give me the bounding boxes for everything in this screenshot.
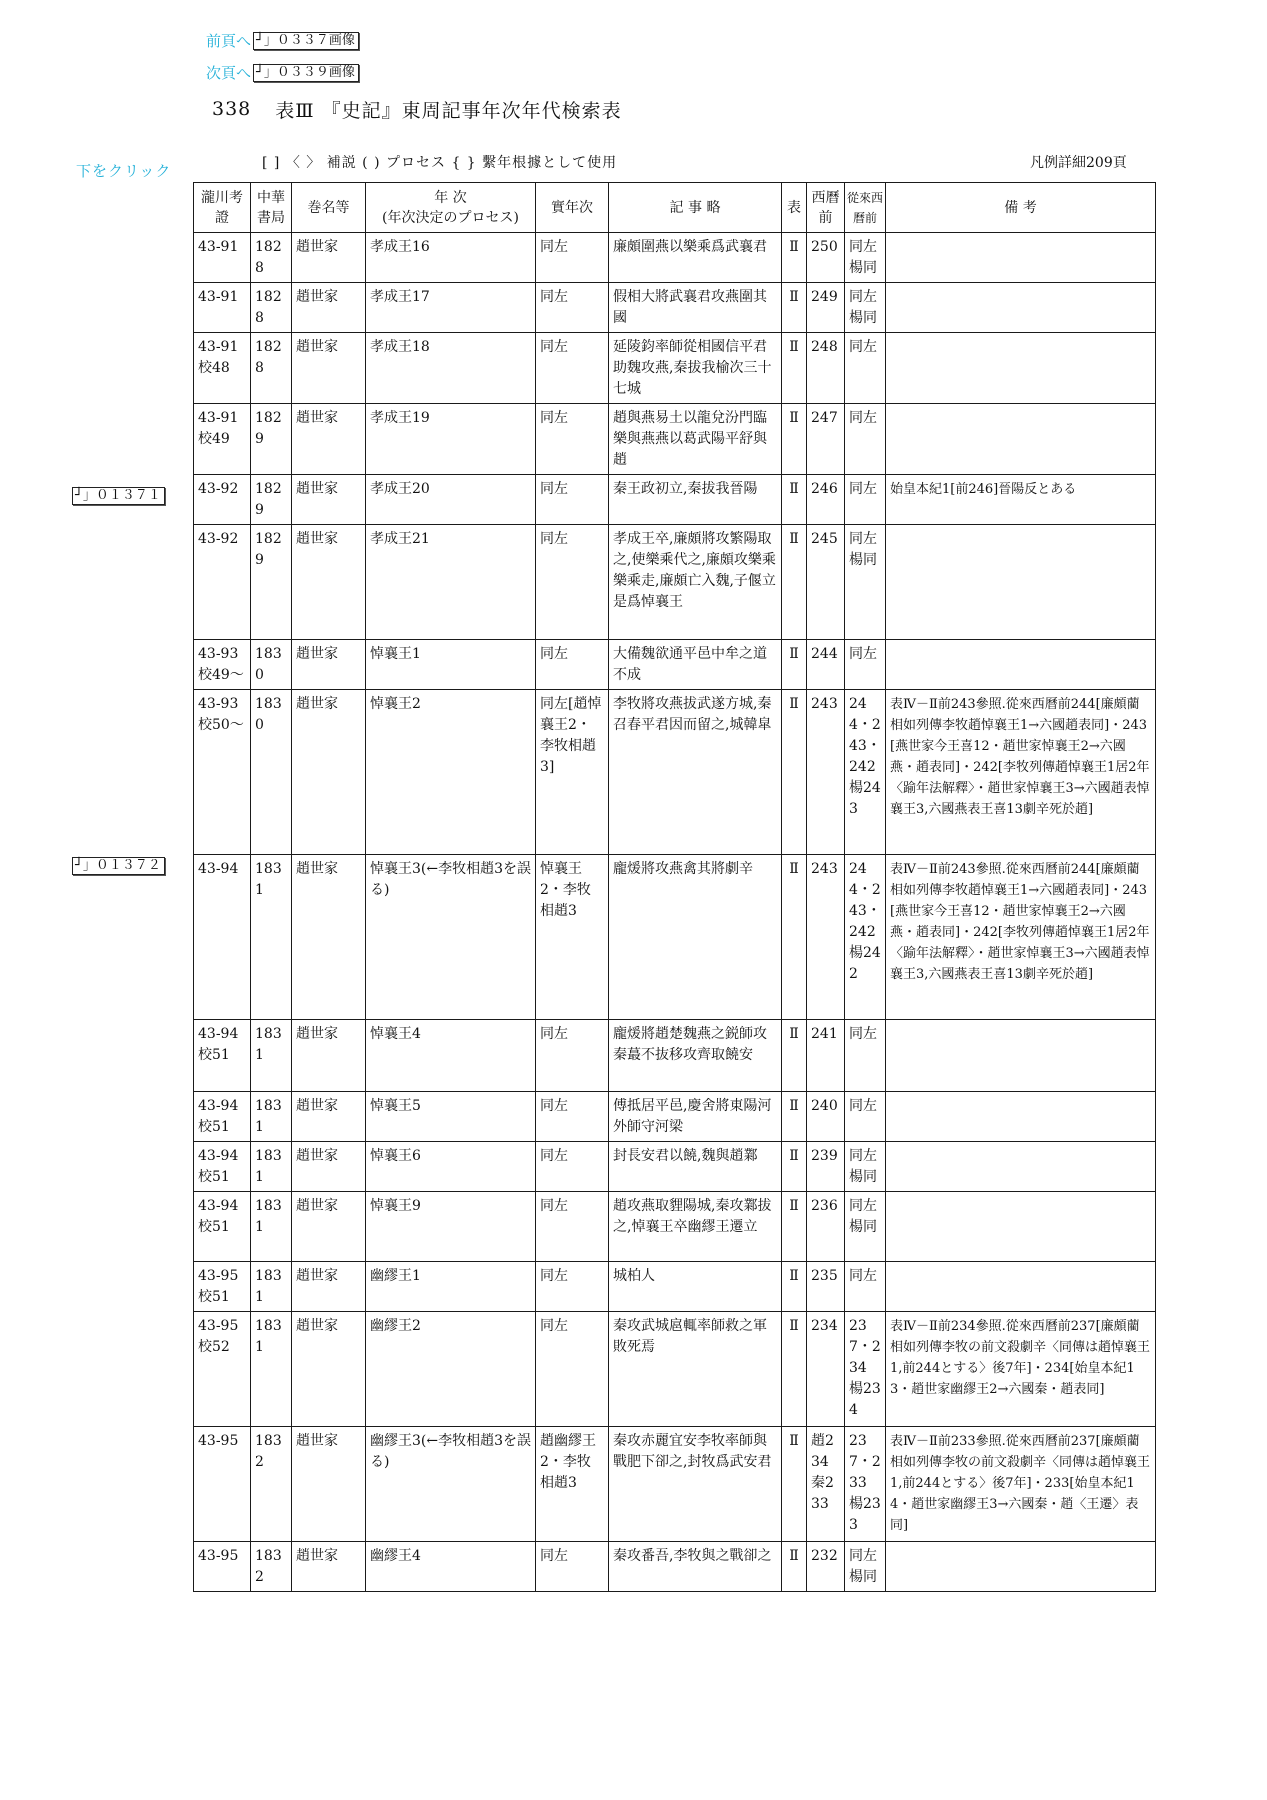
table-row <box>194 1020 1156 1092</box>
cell-bce: 247 <box>807 404 845 475</box>
cell-actual-year: 同左 <box>536 1192 609 1262</box>
cell-bce: 234 <box>807 1312 845 1427</box>
cell-year: 孝成王21 <box>366 525 536 640</box>
table-row <box>194 525 1156 640</box>
cell-remarks <box>886 283 1156 333</box>
cell-remarks <box>886 333 1156 404</box>
col-header-takigawa: 瀧川考證 <box>194 183 251 233</box>
cell-actual-year: 同左 <box>536 475 609 525</box>
cell-year: 孝成王18 <box>366 333 536 404</box>
cell-summary: 龐煖將趙楚魏燕之鋭師攻秦蕞不抜移攻齊取饒安 <box>609 1020 782 1092</box>
cell-year: 悼襄王1 <box>366 640 536 690</box>
cell-summary: 孝成王卒,廉頗將攻繁陽取之,使樂乘代之,廉頗攻樂乘樂乘走,廉頗亡入魏,子偃立是爲悼襄王 <box>609 525 782 640</box>
cell-zhonghua: 1831 <box>251 1262 292 1312</box>
cell-actual-year: 同左 <box>536 640 609 690</box>
cell-summary: 龐煖將攻燕禽其將劇辛 <box>609 855 782 1020</box>
next-page-link[interactable] <box>206 62 359 83</box>
cell-bce: 235 <box>807 1262 845 1312</box>
cell-summary: 秦攻赤麗宜安李牧率師與戰肥下卻之,封牧爲武安君 <box>609 1427 782 1542</box>
table-row <box>194 1427 1156 1542</box>
cell-remarks: 始皇本紀1[前246]晉陽反とある <box>886 475 1156 525</box>
cell-takigawa: 43-91 校49 <box>194 404 251 475</box>
col-header-table: 表 <box>782 183 807 233</box>
cell-zhonghua: 1831 <box>251 1312 292 1427</box>
cell-actual-year: 同左 <box>536 525 609 640</box>
prev-page-image-button[interactable]: ┘」０３３７画像 <box>253 32 359 50</box>
cell-zhonghua: 1828 <box>251 333 292 404</box>
col-header-year <box>366 183 536 233</box>
cell-summary: 趙與燕易土以龍兌汾門臨樂與燕燕以葛武陽平舒與趙 <box>609 404 782 475</box>
cell-bce: 246 <box>807 475 845 525</box>
cell-takigawa: 43-95 <box>194 1542 251 1592</box>
cell-volume: 趙世家 <box>292 690 366 855</box>
col-header-zhonghua: 中華書局 <box>251 183 292 233</box>
cell-remarks <box>886 525 1156 640</box>
cell-zhonghua: 1831 <box>251 1192 292 1262</box>
side-image-link[interactable]: ┘」０１３７２ <box>72 857 165 875</box>
cell-bce: 245 <box>807 525 845 640</box>
cell-old-bce: 同左楊同 <box>845 1192 886 1262</box>
table-row <box>194 233 1156 283</box>
cell-table: Ⅱ <box>782 1542 807 1592</box>
cell-summary: 傅抵居平邑,慶舍將東陽河外師守河梁 <box>609 1092 782 1142</box>
next-page-image-button[interactable]: ┘」０３３９画像 <box>253 64 359 82</box>
cell-remarks <box>886 1262 1156 1312</box>
col-header-remarks: 備 考 <box>886 183 1156 233</box>
cell-actual-year: 同左 <box>536 404 609 475</box>
cell-table: Ⅱ <box>782 1427 807 1542</box>
cell-summary: 封長安君以饒,魏與趙鄴 <box>609 1142 782 1192</box>
cell-takigawa: 43-94 校51 <box>194 1142 251 1192</box>
cell-table: Ⅱ <box>782 1312 807 1427</box>
table-row <box>194 640 1156 690</box>
col-header-year-title: 年 次 <box>434 189 467 206</box>
cell-old-bce: 同左楊同 <box>845 283 886 333</box>
cell-bce: 236 <box>807 1192 845 1262</box>
cell-old-bce: 237・233 楊233 <box>845 1427 886 1542</box>
cell-year: 悼襄王9 <box>366 1192 536 1262</box>
cell-bce: 240 <box>807 1092 845 1142</box>
cell-volume: 趙世家 <box>292 1542 366 1592</box>
reference-note: 凡例詳細209頁 <box>1030 155 1127 171</box>
cell-remarks <box>886 404 1156 475</box>
cell-takigawa: 43-91 <box>194 233 251 283</box>
chronology-table <box>193 182 1156 1592</box>
cell-old-bce: 同左 <box>845 1262 886 1312</box>
cell-old-bce: 244・243・242 楊243 <box>845 690 886 855</box>
cell-old-bce: 同左楊同 <box>845 525 886 640</box>
table-row <box>194 1192 1156 1262</box>
cell-old-bce: 同左 <box>845 404 886 475</box>
cell-old-bce: 同左楊同 <box>845 1542 886 1592</box>
cell-table: Ⅱ <box>782 640 807 690</box>
cell-year: 悼襄王5 <box>366 1092 536 1142</box>
cell-year: 悼襄王2 <box>366 690 536 855</box>
cell-table: Ⅱ <box>782 1192 807 1262</box>
cell-year: 幽繆王2 <box>366 1312 536 1427</box>
cell-old-bce: 同左 <box>845 333 886 404</box>
cell-zhonghua: 1828 <box>251 233 292 283</box>
cell-old-bce: 244・243・242 楊242 <box>845 855 886 1020</box>
cell-table: Ⅱ <box>782 475 807 525</box>
cell-zhonghua: 1831 <box>251 1020 292 1092</box>
table-row <box>194 283 1156 333</box>
col-header-volume: 巻名等 <box>292 183 366 233</box>
cell-takigawa: 43-92 <box>194 475 251 525</box>
cell-old-bce: 同左楊同 <box>845 233 886 283</box>
table-row <box>194 404 1156 475</box>
cell-zhonghua: 1831 <box>251 1142 292 1192</box>
cell-takigawa: 43-91 <box>194 283 251 333</box>
cell-zhonghua: 1828 <box>251 283 292 333</box>
cell-summary: 城柏人 <box>609 1262 782 1312</box>
cell-table: Ⅱ <box>782 283 807 333</box>
cell-bce: 249 <box>807 283 845 333</box>
cell-year: 孝成王20 <box>366 475 536 525</box>
cell-volume: 趙世家 <box>292 1092 366 1142</box>
cell-volume: 趙世家 <box>292 1312 366 1427</box>
cell-volume: 趙世家 <box>292 475 366 525</box>
table-row <box>194 1142 1156 1192</box>
cell-table: Ⅱ <box>782 233 807 283</box>
cell-summary: 廉頗圍燕以樂乘爲武襄君 <box>609 233 782 283</box>
table-body <box>194 233 1156 1592</box>
cell-table: Ⅱ <box>782 1092 807 1142</box>
cell-old-bce: 同左 <box>845 1020 886 1092</box>
cell-zhonghua: 1832 <box>251 1427 292 1542</box>
cell-remarks: 表Ⅳ－Ⅱ前233參照.從來西曆前237[廉頗藺相如列傳李牧の前文殺劇辛〈同傳は趙悼襄王1,前244とする〉後7年]・233[始皇本紀14・趙世家幽繆王3→六國秦・趙〈王遷〉表同] <box>886 1427 1156 1542</box>
cell-bce: 248 <box>807 333 845 404</box>
cell-bce: 243 <box>807 690 845 855</box>
cell-remarks <box>886 640 1156 690</box>
cell-summary: 秦王政初立,秦拔我晉陽 <box>609 475 782 525</box>
cell-year: 孝成王16 <box>366 233 536 283</box>
cell-summary: 大備魏欲通平邑中牟之道不成 <box>609 640 782 690</box>
cell-old-bce: 同左 <box>845 1092 886 1142</box>
next-page-label[interactable]: 次頁へ <box>206 64 252 82</box>
cell-volume: 趙世家 <box>292 1262 366 1312</box>
cell-takigawa: 43-94 <box>194 855 251 1020</box>
cell-bce: 239 <box>807 1142 845 1192</box>
cell-year: 幽繆王1 <box>366 1262 536 1312</box>
side-image-link[interactable]: ┘」０１３７１ <box>72 487 165 505</box>
cell-year: 悼襄王6 <box>366 1142 536 1192</box>
cell-zhonghua: 1830 <box>251 690 292 855</box>
cell-remarks <box>886 1542 1156 1592</box>
table-row <box>194 690 1156 855</box>
cell-zhonghua: 1830 <box>251 640 292 690</box>
cell-bce: 232 <box>807 1542 845 1592</box>
cell-actual-year: 同左 <box>536 1092 609 1142</box>
table-row <box>194 1262 1156 1312</box>
cell-summary: 假相大將武襄君攻燕圍其國 <box>609 283 782 333</box>
click-hint: 下をクリック <box>76 162 172 180</box>
cell-zhonghua: 1829 <box>251 475 292 525</box>
table-row <box>194 855 1156 1020</box>
cell-table: Ⅱ <box>782 1262 807 1312</box>
col-header-bce: 西曆前 <box>807 183 845 233</box>
cell-takigawa: 43-95 校51 <box>194 1262 251 1312</box>
cell-actual-year: 趙幽繆王2・李牧相趙3 <box>536 1427 609 1542</box>
cell-remarks: 表Ⅳ－Ⅱ前243參照.從來西曆前244[廉頗藺相如列傳李牧趙悼襄王1→六國趙表同]・243[燕世家今王喜12・趙世家悼襄王2→六國燕・趙表同]・242[李牧列傳趙悼襄王1居2年〈踰年法解釋〉・趙世家悼襄王3→六國趙表悼襄王3,六國燕表王喜13劇辛死於趙] <box>886 855 1156 1020</box>
cell-remarks <box>886 1020 1156 1092</box>
cell-remarks <box>886 1192 1156 1262</box>
cell-takigawa: 43-94 校51 <box>194 1020 251 1092</box>
cell-zhonghua: 1831 <box>251 1092 292 1142</box>
cell-year: 悼襄王3(←李牧相趙3を誤る) <box>366 855 536 1020</box>
cell-zhonghua: 1829 <box>251 525 292 640</box>
col-header-actual-year: 實年次 <box>536 183 609 233</box>
cell-takigawa: 43-92 <box>194 525 251 640</box>
cell-year: 孝成王17 <box>366 283 536 333</box>
table-row <box>194 333 1156 404</box>
cell-takigawa: 43-94 校51 <box>194 1192 251 1262</box>
cell-takigawa: 43-95 <box>194 1427 251 1542</box>
cell-remarks: 表Ⅳ－Ⅱ前243參照.從來西曆前244[廉頗藺相如列傳李牧趙悼襄王1→六國趙表同]・243[燕世家今王喜12・趙世家悼襄王2→六國燕・趙表同]・242[李牧列傳趙悼襄王1居2年〈踰年法解釋〉・趙世家悼襄王3→六國趙表悼襄王3,六國燕表王喜13劇辛死於趙] <box>886 690 1156 855</box>
cell-bce: 趙234 秦233 <box>807 1427 845 1542</box>
cell-takigawa: 43-93 校49〜 <box>194 640 251 690</box>
cell-actual-year: 同左 <box>536 1020 609 1092</box>
cell-summary: 秦攻番吾,李牧與之戰卻之 <box>609 1542 782 1592</box>
cell-volume: 趙世家 <box>292 525 366 640</box>
header-row <box>194 183 1156 233</box>
cell-volume: 趙世家 <box>292 855 366 1020</box>
page-number: 338 <box>212 98 252 120</box>
table-row <box>194 1312 1156 1427</box>
cell-actual-year: 同左 <box>536 1312 609 1427</box>
cell-volume: 趙世家 <box>292 333 366 404</box>
cell-volume: 趙世家 <box>292 404 366 475</box>
cell-volume: 趙世家 <box>292 1427 366 1542</box>
cell-actual-year: 同左 <box>536 1262 609 1312</box>
cell-takigawa: 43-94 校51 <box>194 1092 251 1142</box>
cell-table: Ⅱ <box>782 1142 807 1192</box>
legend: [ ] 〈 〉 補説 ( ) プロセス { } 繫年根據として使用 <box>262 155 618 171</box>
cell-table: Ⅱ <box>782 855 807 1020</box>
cell-table: Ⅱ <box>782 525 807 640</box>
cell-volume: 趙世家 <box>292 283 366 333</box>
cell-takigawa: 43-93 校50〜 <box>194 690 251 855</box>
cell-bce: 243 <box>807 855 845 1020</box>
cell-actual-year: 同左 <box>536 233 609 283</box>
table-row <box>194 475 1156 525</box>
cell-bce: 244 <box>807 640 845 690</box>
cell-table: Ⅱ <box>782 404 807 475</box>
cell-year: 悼襄王4 <box>366 1020 536 1092</box>
cell-summary: 趙攻燕取貍陽城,秦攻鄴拔之,悼襄王卒幽繆王遷立 <box>609 1192 782 1262</box>
cell-summary: 秦攻武城扈輒率師救之軍敗死焉 <box>609 1312 782 1427</box>
col-header-year-process: (年次決定のプロセス) <box>382 209 519 226</box>
cell-year: 幽繆王4 <box>366 1542 536 1592</box>
cell-zhonghua: 1832 <box>251 1542 292 1592</box>
cell-old-bce: 237・234 楊234 <box>845 1312 886 1427</box>
cell-table: Ⅱ <box>782 1020 807 1092</box>
cell-actual-year: 同左 <box>536 1542 609 1592</box>
cell-volume: 趙世家 <box>292 1192 366 1262</box>
cell-old-bce: 同左 <box>845 640 886 690</box>
cell-remarks: 表Ⅳ－Ⅱ前234參照.從來西曆前237[廉頗藺相如列傳李牧の前文殺劇辛〈同傳は趙悼襄王1,前244とする〉後7年]・234[始皇本紀13・趙世家幽繆王2→六國秦・趙表同] <box>886 1312 1156 1427</box>
cell-volume: 趙世家 <box>292 233 366 283</box>
cell-volume: 趙世家 <box>292 1142 366 1192</box>
cell-remarks <box>886 233 1156 283</box>
cell-table: Ⅱ <box>782 333 807 404</box>
cell-takigawa: 43-95 校52 <box>194 1312 251 1427</box>
table-row <box>194 1092 1156 1142</box>
title-text: 表Ⅲ 『史記』東周記事年次年代検索表 <box>275 100 622 122</box>
cell-remarks <box>886 1142 1156 1192</box>
cell-old-bce: 同左 <box>845 475 886 525</box>
cell-actual-year: 同左 <box>536 283 609 333</box>
col-header-summary: 記 事 略 <box>609 183 782 233</box>
cell-old-bce: 同左楊同 <box>845 1142 886 1192</box>
prev-page-link[interactable] <box>206 30 359 51</box>
cell-summary: 延陵鈞率師從相國信平君助魏攻燕,秦拔我榆次三十七城 <box>609 333 782 404</box>
cell-remarks <box>886 1092 1156 1142</box>
cell-bce: 241 <box>807 1020 845 1092</box>
cell-summary: 李牧將攻燕拔武遂方城,秦召春平君因而留之,城韓皐 <box>609 690 782 855</box>
cell-actual-year: 同左 <box>536 1142 609 1192</box>
cell-year: 孝成王19 <box>366 404 536 475</box>
cell-table: Ⅱ <box>782 690 807 855</box>
cell-zhonghua: 1831 <box>251 855 292 1020</box>
cell-zhonghua: 1829 <box>251 404 292 475</box>
cell-actual-year: 同左 <box>536 333 609 404</box>
page-title <box>212 96 622 123</box>
cell-actual-year: 同左[趙悼襄王2・李牧相趙3] <box>536 690 609 855</box>
cell-volume: 趙世家 <box>292 640 366 690</box>
cell-takigawa: 43-91 校48 <box>194 333 251 404</box>
cell-volume: 趙世家 <box>292 1020 366 1092</box>
prev-page-label[interactable]: 前頁へ <box>206 32 252 50</box>
col-header-old-bce: 從來西曆前 <box>845 183 886 233</box>
table-row <box>194 1542 1156 1592</box>
cell-actual-year: 悼襄王2・李牧相趙3 <box>536 855 609 1020</box>
cell-year: 幽繆王3(←李牧相趙3を誤る) <box>366 1427 536 1542</box>
cell-bce: 250 <box>807 233 845 283</box>
